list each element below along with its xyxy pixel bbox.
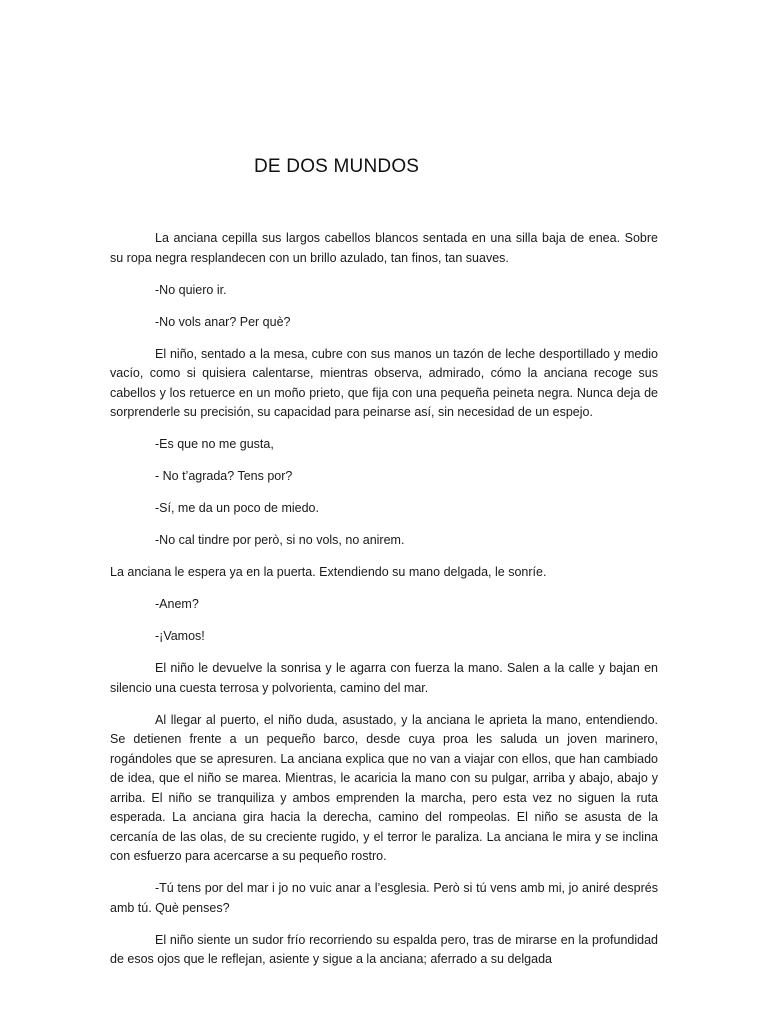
paragraph: La anciana le espera ya en la puerta. Extendiendo su mano delgada, le sonríe. bbox=[110, 565, 547, 579]
paragraph: -¡Vamos! bbox=[155, 629, 205, 643]
paragraph: -Anem? bbox=[155, 597, 199, 611]
document-title: DE DOS MUNDOS bbox=[254, 156, 420, 177]
paragraph: - No t’agrada? Tens por? bbox=[155, 469, 293, 483]
paragraph: -Sí, me da un poco de miedo. bbox=[155, 501, 319, 515]
paragraph: Al llegar al puerto, el niño duda, asustado, y la anciana le aprieta la mano, entendiendo. Se detienen frente a un pequeño barco, desde cuya proa les saluda un joven marinero, rogándoles que se apresuren. La anciana explica que no van a viajar con ellos, que han cambiado de idea, que el niño se marea. Mientras, le acaricia la mano con su pulgar, arriba y abajo, abajo y arriba. El niño se tranquiliza y ambos emprenden la marcha, pero esta vez no siguen la ruta esperada. La anciana gira hacia la derecha, camino del rompeolas. El niño se asusta de la cercanía de las olas, de su creciente rugido, y el terror le paraliza. La anciana le mira y se inclina con esfuerzo para acercarse a su pequeño rostro. bbox=[110, 712, 658, 863]
paragraph: -No cal tindre por però, si no vols, no anirem. bbox=[155, 533, 405, 547]
paragraph: -Tú tens por del mar i jo no vuic anar a l’esglesia. Però si tú vens amb mi, jo aniré després amb tú. Què penses? bbox=[110, 881, 658, 915]
document-body bbox=[110, 229, 658, 982]
paragraph: El niño siente un sudor frío recorriendo su espalda pero, tras de mirarse en la profundidad de esos ojos que le reflejan, asiente y sigue a la anciana; aferrado a su delgada bbox=[110, 932, 658, 966]
paragraph: -No quiero ir. bbox=[155, 282, 227, 297]
paragraph: -No vols anar? Per què? bbox=[155, 314, 291, 329]
paragraph: El niño, sentado a la mesa, cubre con sus manos un tazón de leche desportillado y medio vacío, como si quisiera calentarse, mientras observa, admirado, cómo la anciana recoge sus cabellos y los retuerce en un moño prieto, que fija con una pequeña peineta negra. Nunca deja de sorprenderle su precisión, su capacidad para peinarse así, sin necesidad de un espejo. bbox=[110, 346, 658, 419]
paragraph: El niño le devuelve la sonrisa y le agarra con fuerza la mano. Salen a la calle y bajan en silencio una cuesta terrosa y polvorienta, camino del mar. bbox=[110, 661, 658, 695]
paragraph: -Es que no me gusta, bbox=[155, 437, 274, 451]
paragraph: La anciana cepilla sus largos cabellos blancos sentada en una silla baja de enea. Sobre su ropa negra resplandecen con un brillo azulado, tan finos, tan suaves. bbox=[110, 231, 658, 265]
